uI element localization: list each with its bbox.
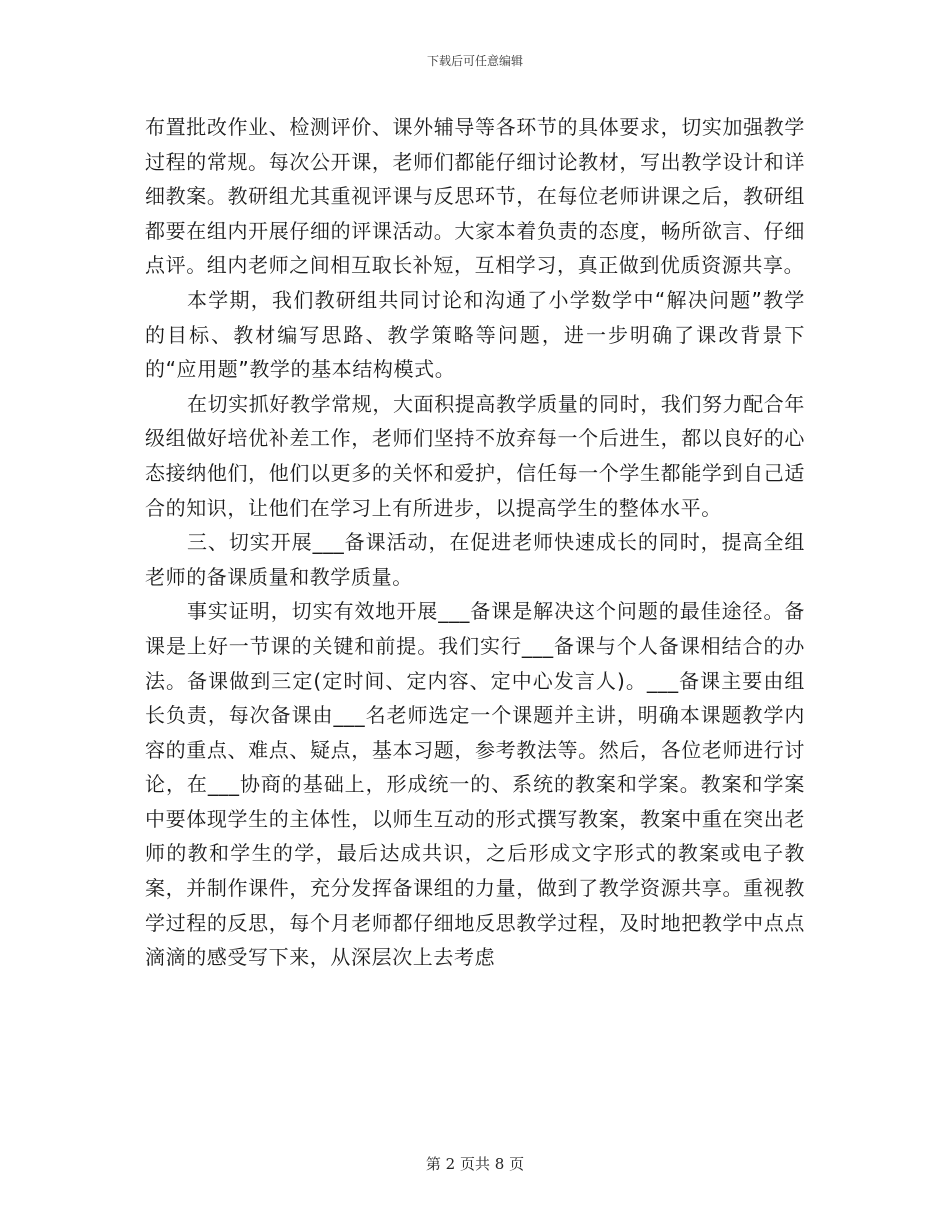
paragraph-problem-solving: 本学期，我们教研组共同讨论和沟通了小学数学中“解决问题”教学的目标、教材编写思路、教学策略等问题，进一步明确了课改背景下的“应用题”教学的基本结构模式。 xyxy=(145,287,805,382)
page-header: 下载后可任意编辑 xyxy=(426,54,523,68)
section-heading-three: 三、切实开展___备课活动，在促进老师快速成长的同时，提高全组老师的备课质量和教学质量。 xyxy=(145,530,805,589)
document-body xyxy=(145,110,805,975)
paragraph-teaching-quality: 在切实抓好教学常规，大面积提高教学质量的同时，我们努力配合年级组做好培优补差工作，老师们坚持不放弃每一个后进生，都以良好的心态接纳他们，他们以更多的关怀和爱护，信任每一个学生都能学到自己适合的知识，让他们在学习上有所进步，以提高学生的整体水平。 xyxy=(145,391,805,520)
page-number: 第 2 页共 8 页 xyxy=(425,1155,525,1173)
paragraph-continued: 布置批改作业、检测评价、课外辅导等各环节的具体要求，切实加强教学过程的常规。每次公开课，老师们都能仔细讨论教材，写出教学设计和详细教案。教研组尤其重视评课与反思环节，在每位老师讲课之后，教研组都要在组内开展仔细的评课活动。大家本着负责的态度，畅所欲言、仔细点评。组内老师之间相互取长补短，互相学习，真正做到优质资源共享。 xyxy=(145,115,805,278)
paragraph-lesson-preparation: 事实证明，切实有效地开展___备课是解决这个问题的最佳途径。备课是上好一节课的关键和前提。我们实行___备课与个人备课相结合的办法。备课做到三定(定时间、定内容、定中心发言人)。___备课主要由组长负责，每次备课由___名老师选定一个课题并主讲，明确本课题教学内容的重点、难点、疑点，基本习题，参考教法等。然后，各位老师进行讨论，在___协商的基础上，形成统一的、系统的教案和学案。教案和学案中要体现学生的主体性，以师生互动的形式撰写教案，教案中重在突出老师的教和学生的学，最后达成共识，之后形成文字形式的教案或电子教案，并制作课件，充分发挥备课组的力量，做到了教学资源共享。重视教学过程的反思，每个月老师都仔细地反思教学过程，及时地把教学中点点滴滴的感受写下来，从深层次上去考虑 xyxy=(145,599,805,970)
